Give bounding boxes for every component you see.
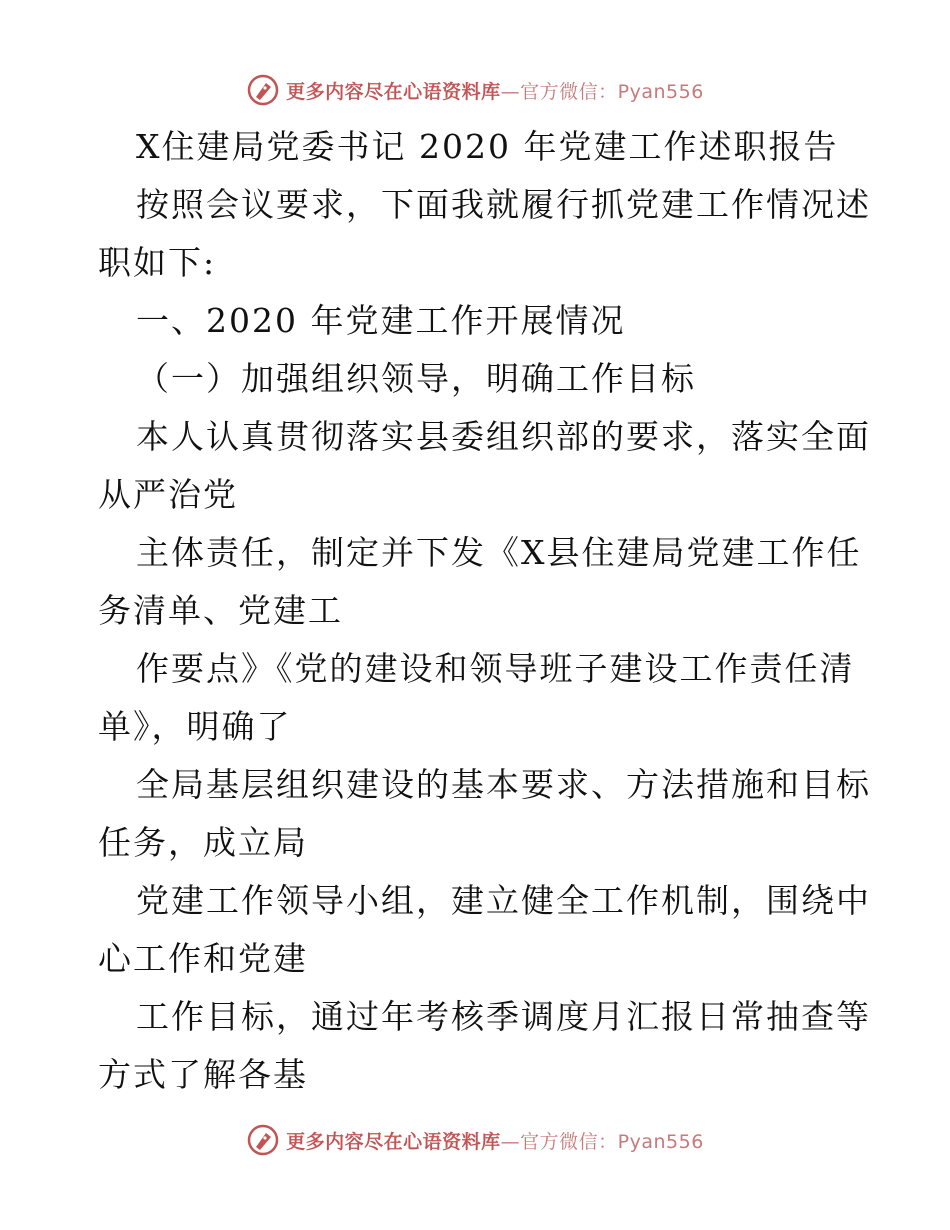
document-line: 务清单、党建工 xyxy=(98,591,343,630)
document-line: 单》，明确了 xyxy=(98,707,292,746)
document-line: 作要点》《党的建设和领导班子建设工作责任清 xyxy=(136,649,855,688)
document-line: 从严治党 xyxy=(98,475,238,514)
footer-watermark-banner xyxy=(0,1120,950,1160)
document-line: 职如下: xyxy=(98,243,217,282)
document-line: 主体责任，制定并下发《X县住建局党建工作任 xyxy=(136,533,862,572)
document-line: X住建局党委书记 2020 年党建工作述职报告 xyxy=(136,127,839,166)
banner-text xyxy=(286,1127,704,1154)
document-line: 心工作和党建 xyxy=(98,939,308,978)
pen-nib-logo-icon xyxy=(246,1123,280,1157)
banner-text-main: 更多内容尽在心语资料库 xyxy=(286,1130,501,1153)
document-line: 方式了解各基 xyxy=(98,1055,308,1094)
document-body xyxy=(98,118,871,1104)
document-line: 党建工作领导小组，建立健全工作机制，围绕中 xyxy=(136,881,871,920)
banner-text-sub: —官方微信：Pyan556 xyxy=(500,1130,704,1153)
banner-text-sub: —官方微信：Pyan556 xyxy=(500,80,704,103)
document-line: 全局基层组织建设的基本要求、方法措施和目标 xyxy=(136,765,871,804)
document-line: 一、2020 年党建工作开展情况 xyxy=(136,301,626,340)
pen-nib-logo-icon xyxy=(246,73,280,107)
document-line: 按照会议要求，下面我就履行抓党建工作情况述 xyxy=(136,185,871,224)
header-watermark-banner xyxy=(0,70,950,110)
document-line: 工作目标，通过年考核季调度月汇报日常抽查等 xyxy=(136,997,871,1036)
document-line: 任务，成立局 xyxy=(98,823,308,862)
banner-text xyxy=(286,77,704,104)
document-line: （一）加强组织领导，明确工作目标 xyxy=(136,359,696,398)
document-line: 本人认真贯彻落实县委组织部的要求，落实全面 xyxy=(136,417,871,456)
banner-text-main: 更多内容尽在心语资料库 xyxy=(286,80,501,103)
